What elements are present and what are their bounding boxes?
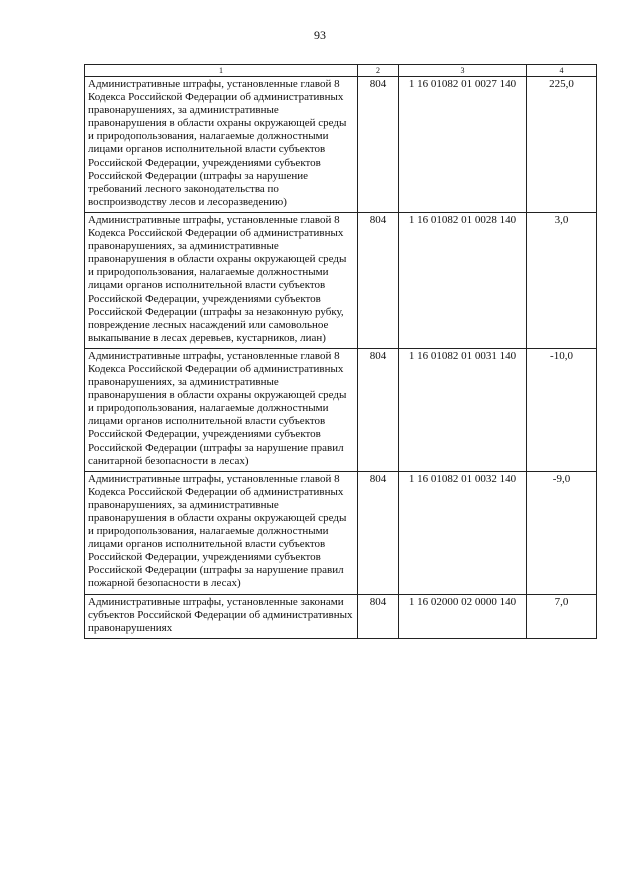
row-budget-classification-code: 1 16 01082 01 0031 140	[399, 348, 527, 471]
row-administrator-code: 804	[358, 77, 399, 213]
column-header-2: 2	[358, 65, 399, 77]
row-budget-classification-code: 1 16 01082 01 0027 140	[399, 77, 527, 213]
table-row	[85, 77, 597, 213]
row-description: Административные штрафы, установленные главой 8 Кодекса Российской Федерации об административных правонарушениях, за административные правонарушения в области охраны окружающей среды и природопользования, налагаемые должностными лицами органов исполнительной власти субъектов Российской Федерации, учреждениями субъектов Российской Федерации (штрафы за нарушение правил пожарной безопасности в лесах)	[85, 471, 358, 594]
column-header-3: 3	[399, 65, 527, 77]
row-budget-classification-code: 1 16 01082 01 0032 140	[399, 471, 527, 594]
table-row	[85, 594, 597, 638]
row-amount: 225,0	[527, 77, 597, 213]
row-amount: -10,0	[527, 348, 597, 471]
column-header-1: 1	[85, 65, 358, 77]
row-description: Административные штрафы, установленные законами субъектов Российской Федерации об административных правонарушениях	[85, 594, 358, 638]
row-amount: 3,0	[527, 212, 597, 348]
table-row	[85, 212, 597, 348]
page-number: 93	[314, 28, 326, 42]
row-amount: 7,0	[527, 594, 597, 638]
row-administrator-code: 804	[358, 348, 399, 471]
row-description: Административные штрафы, установленные главой 8 Кодекса Российской Федерации об административных правонарушениях, за административные правонарушения в области охраны окружающей среды и природопользования, налагаемые должностными лицами органов исполнительной власти субъектов Российской Федерации, учреждениями субъектов Российской Федерации (штрафы за нарушение требований лесного законодательства по воспроизводству лесов и лесоразведению)	[85, 77, 358, 213]
row-administrator-code: 804	[358, 471, 399, 594]
row-description: Административные штрафы, установленные главой 8 Кодекса Российской Федерации об административных правонарушениях, за административные правонарушения в области охраны окружающей среды и природопользования, налагаемые должностными лицами органов исполнительной власти субъектов Российской Федерации, учреждениями субъектов Российской Федерации (штрафы за незаконную рубку, повреждение лесных насаждений или самовольное выкапывание в лесах деревьев, кустарников, лиан)	[85, 212, 358, 348]
row-budget-classification-code: 1 16 01082 01 0028 140	[399, 212, 527, 348]
table-row	[85, 471, 597, 594]
row-description: Административные штрафы, установленные главой 8 Кодекса Российской Федерации об административных правонарушениях, за административные правонарушения в области охраны окружающей среды и природопользования, налагаемые должностными лицами органов исполнительной власти субъектов Российской Федерации, учреждениями субъектов Российской Федерации (штрафы за нарушение правил санитарной безопасности в лесах)	[85, 348, 358, 471]
budget-table	[84, 64, 597, 639]
row-administrator-code: 804	[358, 212, 399, 348]
column-header-4: 4	[527, 65, 597, 77]
table-header-row	[85, 65, 597, 77]
row-budget-classification-code: 1 16 02000 02 0000 140	[399, 594, 527, 638]
row-administrator-code: 804	[358, 594, 399, 638]
table-row	[85, 348, 597, 471]
row-amount: -9,0	[527, 471, 597, 594]
